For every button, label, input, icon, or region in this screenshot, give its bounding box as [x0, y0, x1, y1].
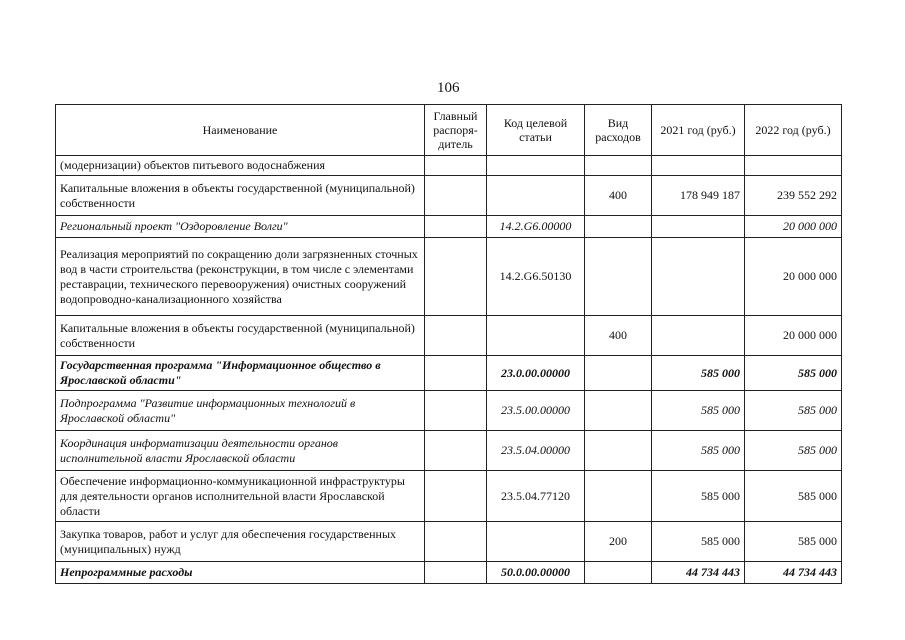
cell-y2021 [652, 316, 745, 356]
cell-name: Капитальные вложения в объекты государственной (муниципальной) собственности [56, 316, 425, 356]
cell-vid [585, 391, 652, 431]
cell-vid [585, 471, 652, 522]
cell-name: Закупка товаров, работ и услуг для обеспечения государственных (муниципальных) нужд [56, 522, 425, 562]
cell-y2022: 585 000 [745, 522, 842, 562]
header-2021: 2021 год (руб.) [652, 105, 745, 156]
cell-y2021: 585 000 [652, 356, 745, 391]
cell-name: Непрограммные расходы [56, 562, 425, 584]
cell-manager [425, 391, 487, 431]
cell-name: Региональный проект "Оздоровление Волги" [56, 216, 425, 238]
cell-code [487, 156, 585, 176]
table-row [56, 391, 842, 431]
header-manager: Главный распоря- дитель [425, 105, 487, 156]
cell-code [487, 316, 585, 356]
cell-manager [425, 216, 487, 238]
cell-y2021: 585 000 [652, 471, 745, 522]
cell-y2021 [652, 156, 745, 176]
cell-y2022: 20 000 000 [745, 238, 842, 316]
cell-y2021 [652, 216, 745, 238]
cell-name: Государственная программа "Информационное общество в Ярославской области" [56, 356, 425, 391]
cell-y2022: 20 000 000 [745, 216, 842, 238]
cell-vid [585, 216, 652, 238]
table-row [56, 176, 842, 216]
cell-vid [585, 238, 652, 316]
cell-y2022: 585 000 [745, 471, 842, 522]
cell-name: Обеспечение информационно-коммуникационной инфраструктуры для деятельности органов исполнительной власти Ярославской области [56, 471, 425, 522]
cell-y2022: 44 734 443 [745, 562, 842, 584]
cell-y2022: 585 000 [745, 391, 842, 431]
cell-code: 14.2.G6.00000 [487, 216, 585, 238]
cell-y2021 [652, 238, 745, 316]
table-row [56, 522, 842, 562]
cell-code: 23.5.04.00000 [487, 431, 585, 471]
header-2022: 2022 год (руб.) [745, 105, 842, 156]
cell-manager [425, 471, 487, 522]
cell-name: Капитальные вложения в объекты государственной (муниципальной) собственности [56, 176, 425, 216]
cell-vid [585, 431, 652, 471]
cell-manager [425, 562, 487, 584]
cell-code: 23.5.04.77120 [487, 471, 585, 522]
table-row [56, 316, 842, 356]
cell-name: Реализация мероприятий по сокращению доли загрязненных сточных вод в части строительства (реконструкции, в том числе с элементами реставрации, технического перевооружения) очистных сооружений водопроводно-канализационного хозяйства [56, 238, 425, 316]
cell-manager [425, 431, 487, 471]
cell-name: Подпрограмма "Развитие информационных технологий в Ярославской области" [56, 391, 425, 431]
cell-vid: 400 [585, 316, 652, 356]
cell-manager [425, 156, 487, 176]
cell-manager [425, 356, 487, 391]
cell-manager [425, 316, 487, 356]
page-number: 106 [437, 80, 460, 96]
cell-vid [585, 356, 652, 391]
cell-name: (модернизации) объектов питьевого водоснабжения [56, 156, 425, 176]
cell-y2022: 20 000 000 [745, 316, 842, 356]
cell-code [487, 522, 585, 562]
table-row [56, 156, 842, 176]
cell-y2022: 239 552 292 [745, 176, 842, 216]
cell-y2022: 585 000 [745, 356, 842, 391]
cell-name: Координация информатизации деятельности органов исполнительной власти Ярославской области [56, 431, 425, 471]
cell-vid: 200 [585, 522, 652, 562]
table-row [56, 356, 842, 391]
cell-y2021: 178 949 187 [652, 176, 745, 216]
cell-code: 23.0.00.00000 [487, 356, 585, 391]
cell-code [487, 176, 585, 216]
cell-y2021: 585 000 [652, 431, 745, 471]
table-row [56, 431, 842, 471]
cell-code: 50.0.00.00000 [487, 562, 585, 584]
cell-manager [425, 522, 487, 562]
cell-y2021: 585 000 [652, 391, 745, 431]
table-header-row [56, 105, 842, 156]
table-row [56, 471, 842, 522]
cell-y2022 [745, 156, 842, 176]
cell-manager [425, 176, 487, 216]
header-name: Наименование [56, 105, 425, 156]
cell-y2021: 585 000 [652, 522, 745, 562]
header-vid: Вид расходов [585, 105, 652, 156]
cell-code: 23.5.00.00000 [487, 391, 585, 431]
cell-vid [585, 562, 652, 584]
table-row [56, 216, 842, 238]
cell-manager [425, 238, 487, 316]
cell-code: 14.2.G6.50130 [487, 238, 585, 316]
header-code: Код целевой статьи [487, 105, 585, 156]
budget-table [55, 104, 842, 584]
cell-y2022: 585 000 [745, 431, 842, 471]
cell-y2021: 44 734 443 [652, 562, 745, 584]
table-row [56, 562, 842, 584]
table-row [56, 238, 842, 316]
cell-vid [585, 156, 652, 176]
cell-vid: 400 [585, 176, 652, 216]
